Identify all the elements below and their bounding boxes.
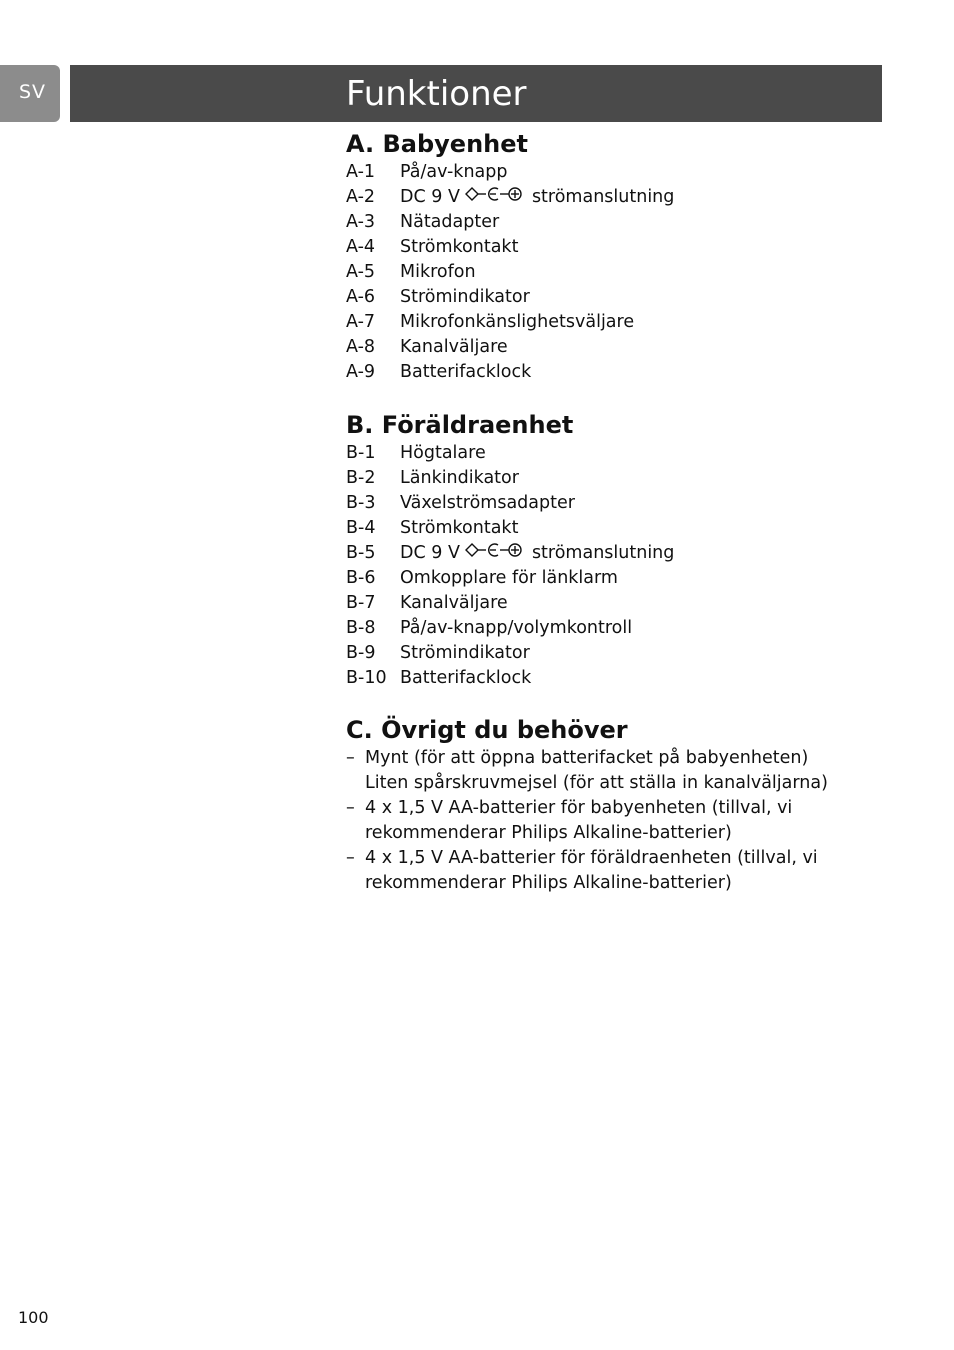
section-b-list <box>346 441 866 691</box>
list-item: A-5 Mikrofon <box>346 262 476 282</box>
dash-bullet: – <box>346 748 355 768</box>
list-item: A-9 Batterifacklock <box>346 362 532 382</box>
list-item: A-4 Strömkontakt <box>346 237 519 257</box>
section-a-heading: A. Babyenhet <box>346 130 529 158</box>
list-item: B-2 Länkindikator <box>346 468 519 488</box>
dc-polarity-icon <box>464 541 528 559</box>
list-item: A-8 Kanalväljare <box>346 337 508 357</box>
dc-polarity-icon <box>464 185 528 203</box>
list-item: B-4 Strömkontakt <box>346 518 519 538</box>
list-item: B-3 Växelströmsadapter <box>346 493 575 513</box>
list-item: B-1 Högtalare <box>346 443 486 463</box>
spacer <box>346 691 866 714</box>
title-bar <box>70 65 882 122</box>
list-item: B-5 DC 9 V strömanslutning <box>346 543 675 563</box>
list-item: A-2 DC 9 V strömanslutning <box>346 187 675 207</box>
dash-bullet: – <box>346 798 355 818</box>
list-item: A-1 På/av-knapp <box>346 162 508 182</box>
list-item: – 4 x 1,5 V AA-batterier för babyenheten (tillval, vi rekommenderar Philips Alkaline-batterier) <box>346 798 793 843</box>
list-item: – 4 x 1,5 V AA-batterier för föräldraenheten (tillval, vi rekommenderar Philips Alkaline-batterier) <box>346 848 818 893</box>
page-title: Funktioner <box>346 74 527 114</box>
list-item: B-6 Omkopplare för länklarm <box>346 568 618 588</box>
language-tab: SV <box>0 65 60 122</box>
dash-bullet: – <box>346 848 355 868</box>
page-number: 100 <box>18 1308 49 1327</box>
section-b-heading: B. Föräldraenhet <box>346 411 574 439</box>
list-item: A-3 Nätadapter <box>346 212 500 232</box>
section-a-list <box>346 160 866 385</box>
list-item: B-9 Strömindikator <box>346 643 530 663</box>
list-item: A-6 Strömindikator <box>346 287 530 307</box>
list-item: B-8 På/av-knapp/volymkontroll <box>346 618 633 638</box>
content <box>346 128 866 896</box>
list-item: – Mynt (för att öppna batterifacket på babyenheten) Liten spårskruvmejsel (för att ställa in kanalväljarna) <box>346 748 828 793</box>
list-item: B-7 Kanalväljare <box>346 593 508 613</box>
list-item: B-10 Batterifacklock <box>346 668 532 688</box>
section-c-heading: C. Övrigt du behöver <box>346 716 628 744</box>
list-item: A-7 Mikrofonkänslighetsväljare <box>346 312 635 332</box>
spacer <box>346 385 866 409</box>
section-c-list <box>346 746 866 896</box>
